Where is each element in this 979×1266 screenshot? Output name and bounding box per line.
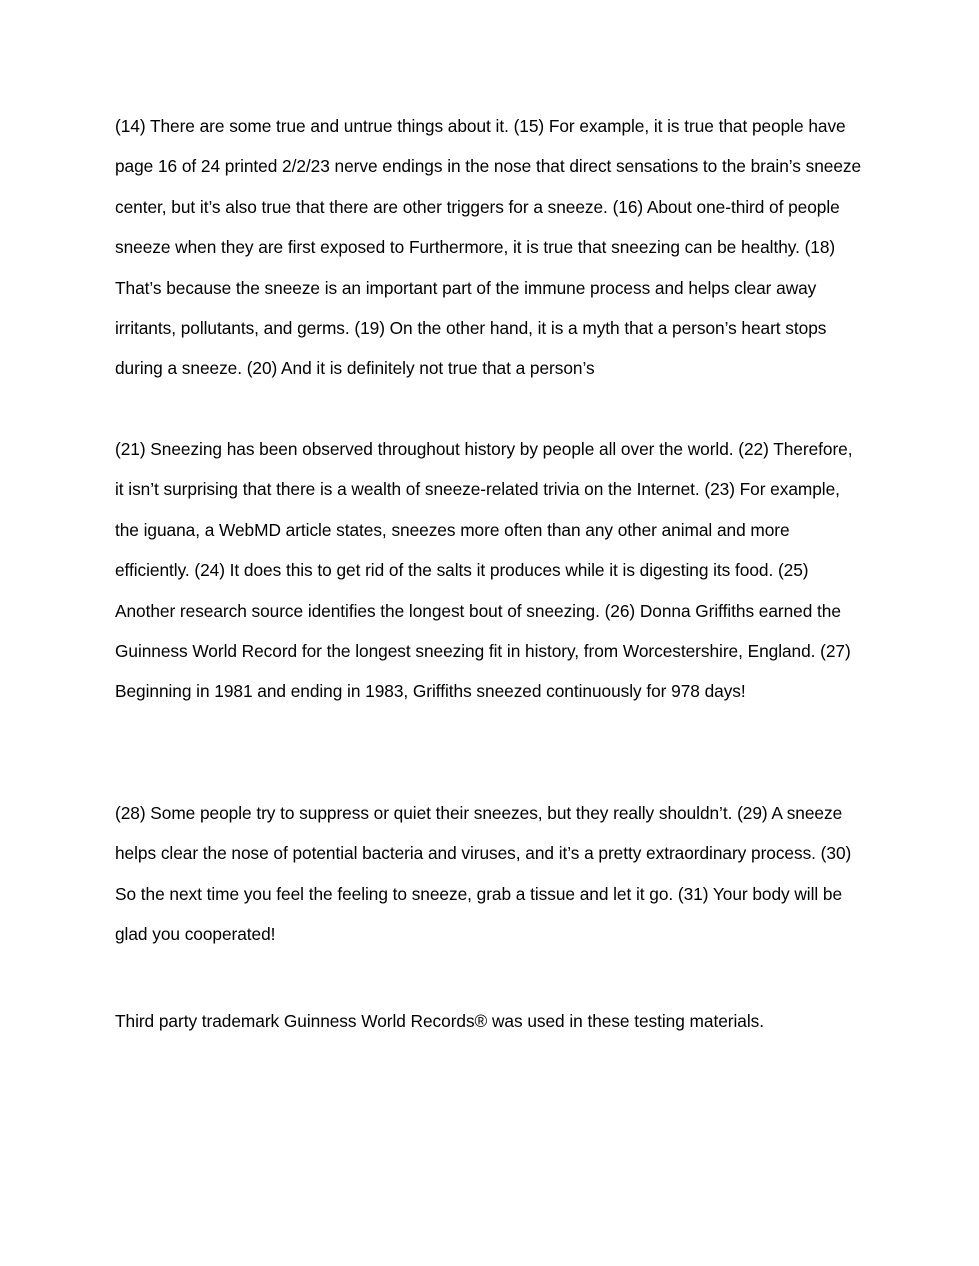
trademark-note: Third party trademark Guinness World Records® was used in these testing materials. bbox=[115, 1011, 764, 1031]
paragraph-sneeze-facts: (14) There are some true and untrue things about it. (15) For example, it is true that people have page 16 of 24 printed 2/2/23 nerve endings in the nose that direct sensations to the brain’s sneeze center, but it’s also true that there are other triggers for a sneeze. (16) About one-third of people sneeze when they are first exposed to Furthermore, it is true that sneezing can be healthy. (18) That’s because the sneeze is an important part of the immune process and helps clear away irritants, pollutants, and germs. (19) On the other hand, it is a myth that a person’s heart stops during a sneeze. (20) And it is definitely not true that a person’s bbox=[115, 116, 862, 379]
paragraph-sneeze-history: (21) Sneezing has been observed throughout history by people all over the world. (22) Therefore, it isn’t surprising that there is a wealth of sneeze-related trivia on the Internet. (23) For example, the iguana, a WebMD article states, sneezes more often than any other animal and more efficiently. (24) It does this to get rid of the salts it produces while it is digesting its food. (25) Another research source identifies the longest bout of sneezing. (26) Donna Griffiths earned the Guinness World Record for the longest sneezing fit in history, from Worcestershire, England. (27) Beginning in 1981 and ending in 1983, Griffiths sneezed continuously for 978 days! bbox=[115, 439, 853, 702]
paragraph-sneeze-advice: (28) Some people try to suppress or quiet their sneezes, but they really shouldn’t. (29) A sneeze helps clear the nose of potential bacteria and viruses, and it’s a pretty extraordinary process. (30) So the next time you feel the feeling to sneeze, grab a tissue and let it go. (31) Your body will be glad you cooperated! bbox=[115, 803, 852, 945]
